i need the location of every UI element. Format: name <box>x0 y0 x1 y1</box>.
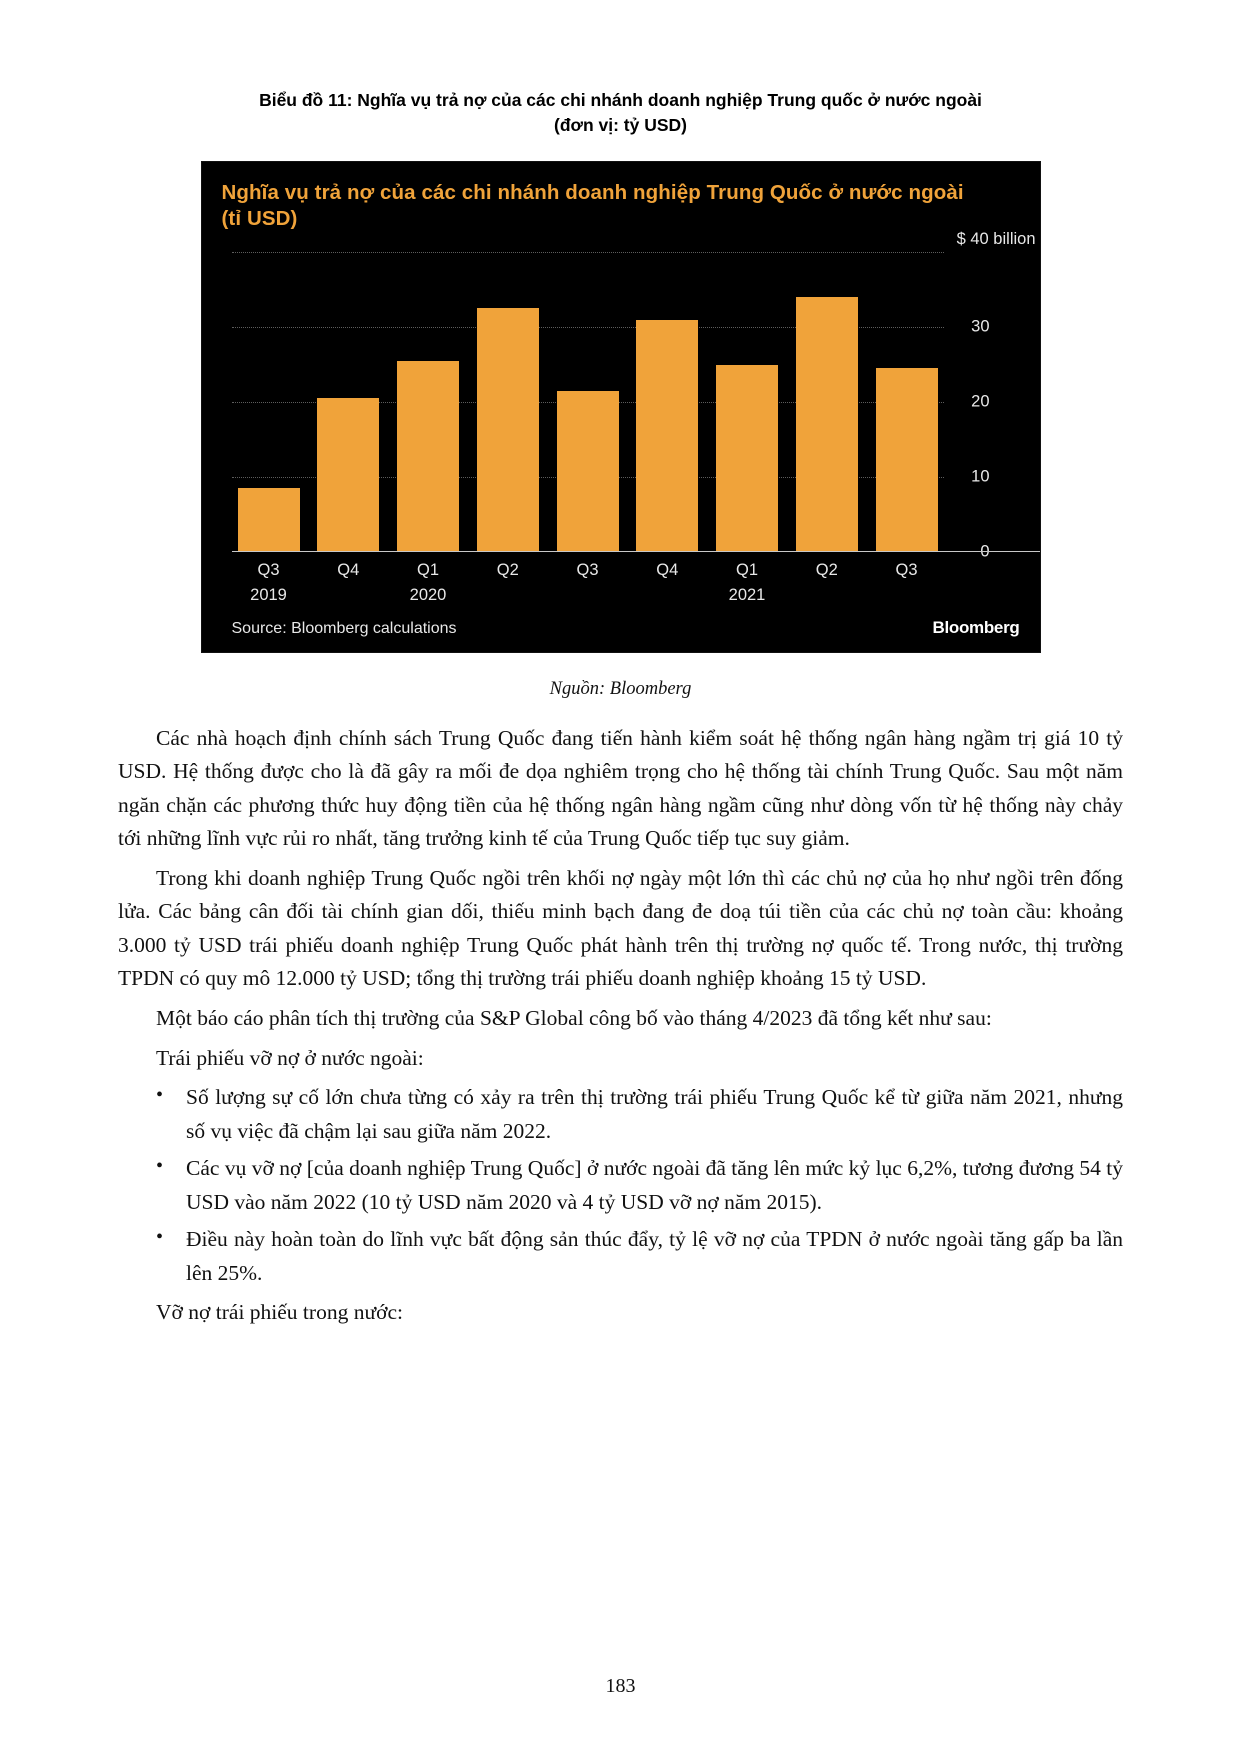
figure-caption <box>118 88 1123 139</box>
xlabel-6 <box>716 558 778 608</box>
figure-caption-line1: Biểu đồ 11: Nghĩa vụ trả nợ của các chi nhánh doanh nghiệp Trung quốc ở nước ngoài <box>259 90 982 110</box>
chart-footer <box>202 608 1040 652</box>
xlabel-0 <box>238 558 300 608</box>
xlabel-2-year: 2020 <box>409 585 447 604</box>
bloomberg-logo: Bloomberg <box>932 617 1020 637</box>
paragraph-2: Trong khi doanh nghiệp Trung Quốc ngồi trên khối nợ ngày một lớn thì các chủ nợ của họ như ngồi trên đống lửa. Các bảng cân đối tài chính gian dối, thiếu minh bạch đang đe doạ túi tiền của các chủ nợ toàn cầu: khoảng 3.000 tỷ USD trái phiếu doanh nghiệp Trung Quốc phát hành trên thị trường nợ quốc tế. Trong nước, thị trường TPDN có quy mô 12.000 tỷ USD; tổng thị trường trái phiếu doanh nghiệp khoảng 15 tỷ USD. <box>118 865 1123 991</box>
xlabel-1 <box>317 558 379 608</box>
ytick-0: 0 <box>980 542 990 561</box>
xlabel-3-q: Q2 <box>496 561 519 580</box>
ytick-20: 20 <box>971 392 990 411</box>
list-item: • Điều này hoàn toàn do lĩnh vực bất động sản thúc đẩy, tỷ lệ vỡ nợ của TPDN ở nước ngoài tăng gấp ba lần lên 25%. <box>182 1223 1123 1290</box>
bar-5 <box>636 320 698 553</box>
x-axis-line <box>232 551 1040 552</box>
paragraph-3: Một báo cáo phân tích thị trường của S&P Global công bố vào tháng 4/2023 đã tổng kết như sau: <box>156 1005 992 1030</box>
xlabel-1-q: Q4 <box>337 561 360 580</box>
xlabel-0-year: 2019 <box>250 585 287 604</box>
figure-source-caption: Nguồn: Bloomberg <box>549 678 692 699</box>
xlabel-7-q: Q2 <box>815 561 838 580</box>
bar-7 <box>796 297 858 552</box>
xlabel-3 <box>477 558 539 608</box>
xlabel-7 <box>796 558 858 608</box>
xlabel-5-q: Q4 <box>656 561 679 580</box>
ytick-30: 30 <box>971 317 990 336</box>
xlabel-5 <box>636 558 698 608</box>
subheading-offshore-defaults: Trái phiếu vỡ nợ ở nước ngoài: <box>156 1045 424 1070</box>
chart-plot-area <box>232 230 1036 561</box>
chart-title <box>202 162 1040 236</box>
axis-top-label: $ 40 billion <box>956 230 1036 249</box>
chart-title-line2: (tỉ USD) <box>221 206 298 230</box>
bar-2 <box>397 361 459 552</box>
ytick-10: 10 <box>971 467 990 486</box>
xlabel-6-q: Q1 <box>735 561 758 580</box>
xlabel-4 <box>557 558 619 608</box>
bar-6 <box>716 365 778 553</box>
bloomberg-bar-chart <box>201 161 1041 653</box>
xlabel-8-q: Q3 <box>895 561 918 580</box>
bar-8 <box>876 368 938 552</box>
xlabel-4-q: Q3 <box>576 561 599 580</box>
xlabel-2-q: Q1 <box>416 561 439 580</box>
bar-3 <box>477 308 539 552</box>
bar-4 <box>557 391 619 552</box>
figure-caption-line2: (đơn vị: tỷ USD) <box>554 115 687 136</box>
xlabel-6-year: 2021 <box>728 585 766 604</box>
chart-x-labels <box>232 558 944 608</box>
xlabel-0-q: Q3 <box>257 561 280 580</box>
bullet-list-offshore <box>118 1081 1123 1290</box>
list-item: • Các vụ vỡ nợ [của doanh nghiệp Trung Quốc] ở nước ngoài đã tăng lên mức kỷ lục 6,2%, tương đương 54 tỷ USD vào năm 2022 (10 tỷ USD năm 2020 và 4 tỷ USD vỡ nợ năm 2015). <box>182 1152 1123 1219</box>
chart-source-note: Source: Bloomberg calculations <box>231 619 457 637</box>
list-item: • Số lượng sự cố lớn chưa từng có xảy ra trên thị trường trái phiếu Trung Quốc kể từ giữa năm 2021, nhưng số vụ việc đã chậm lại sau giữa năm 2022. <box>182 1081 1123 1148</box>
xlabel-8 <box>876 558 938 608</box>
subheading-domestic-defaults: Vỡ nợ trái phiếu trong nước: <box>156 1300 403 1325</box>
paragraph-1: Các nhà hoạch định chính sách Trung Quốc đang tiến hành kiểm soát hệ thống ngân hàng ngầm trị giá 10 tỷ USD. Hệ thống được cho là đã gây ra mối đe dọa nghiêm trọng cho hệ thống tài chính Trung Quốc. Sau một năm ngăn chặn các phương thức huy động tiền của hệ thống ngân hàng ngầm cũng như dòng vốn từ hệ thống này chảy tới những lĩnh vực rủi ro nhất, tăng trưởng kinh tế của Trung Quốc tiếp tục suy giảm. <box>118 725 1123 851</box>
bar-0 <box>238 488 300 552</box>
page-number: 183 <box>605 1675 636 1697</box>
chart-bars <box>232 252 944 552</box>
xlabel-2 <box>397 558 459 608</box>
bar-1 <box>317 398 379 552</box>
chart-title-line1: Nghĩa vụ trả nợ của các chi nhánh doanh nghiệp Trung Quốc ở nước ngoài <box>221 180 964 204</box>
